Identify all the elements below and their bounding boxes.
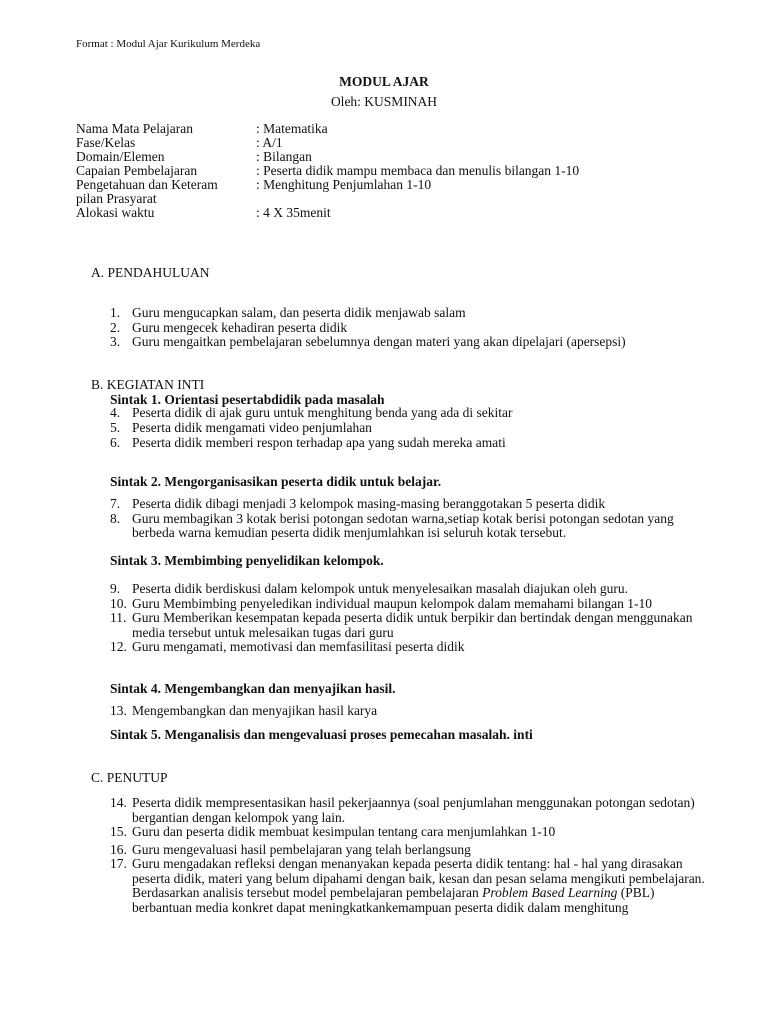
list-item bbox=[110, 436, 710, 451]
meta-row bbox=[76, 178, 579, 192]
item-number: 13. bbox=[110, 703, 127, 718]
item-text: Peserta didik memberi respon terhadap apa yang sudah mereka amati bbox=[132, 435, 506, 450]
sintak-heading: Sintak 4. Mengembangkan dan menyajikan hasil. bbox=[110, 681, 396, 696]
item-text: Guru mengucapkan salam, dan peserta didik menjawab salam bbox=[132, 305, 466, 320]
pendahuluan-list bbox=[110, 306, 710, 350]
item-number: 15. bbox=[110, 824, 127, 839]
sintak-heading: Sintak 3. Membimbing penyelidikan kelompok. bbox=[110, 553, 384, 568]
list-item bbox=[110, 825, 710, 840]
list-item bbox=[110, 406, 710, 421]
list-item bbox=[110, 611, 710, 640]
item-text: Peserta didik di ajak guru untuk menghitung benda yang ada di sekitar bbox=[132, 405, 513, 420]
item-number: 7. bbox=[110, 496, 121, 511]
item-number: 6. bbox=[110, 435, 121, 450]
inti-list-4 bbox=[110, 704, 710, 719]
item-text: Peserta didik mempresentasikan hasil pekerjaannya (soal penjumlahan menggunakan potongan sedotan) bergantian dengan kelompok yang lain. bbox=[132, 795, 695, 825]
meta-key: Pengetahuan dan Keteram bbox=[76, 177, 218, 192]
section-heading-pendahuluan: A. PENDAHULUAN bbox=[91, 265, 210, 280]
penutup-list bbox=[110, 796, 710, 915]
sintak-heading: Sintak 2. Mengorganisasikan peserta didik untuk belajar. bbox=[110, 474, 442, 489]
item-number: 11. bbox=[110, 610, 127, 625]
document-author: Oleh: KUSMINAH bbox=[330, 94, 438, 109]
item-text: Peserta didik mengamati video penjumlahan bbox=[132, 419, 372, 435]
meta-value: : Bilangan bbox=[256, 149, 312, 164]
item-text: Guru mengaitkan pembelajaran sebelumnya dengan materi yang akan dipelajari (apersepsi) bbox=[132, 334, 626, 349]
item-number: 12. bbox=[110, 639, 127, 654]
item-number: 3. bbox=[110, 334, 121, 349]
list-item bbox=[110, 704, 710, 719]
meta-key: Domain/Elemen bbox=[76, 149, 165, 164]
item-text bbox=[132, 857, 710, 915]
item-text-part: (PBL) berbantuan media konkret dapat meningkatkankemampuan peserta didik dalam menghitung bbox=[132, 885, 655, 915]
item-number: 10. bbox=[110, 595, 127, 611]
list-item bbox=[110, 512, 710, 541]
meta-key: Fase/Kelas bbox=[76, 135, 136, 150]
meta-value: : Matematika bbox=[256, 121, 328, 136]
item-text-italic: Problem Based Learning bbox=[482, 885, 618, 900]
section-heading-kegiatan-inti: B. KEGIATAN INTI bbox=[91, 377, 205, 392]
list-item bbox=[110, 306, 710, 321]
meta-table bbox=[76, 122, 579, 220]
item-text: Peserta didik berdiskusi dalam kelompok untuk menyelesaikan masalah diajukan oleh guru. bbox=[132, 581, 629, 596]
list-item bbox=[110, 582, 710, 597]
list-item bbox=[110, 857, 710, 915]
list-item bbox=[110, 796, 710, 825]
meta-key: pilan Prasyarat bbox=[76, 191, 157, 206]
meta-row bbox=[76, 206, 579, 220]
item-text: Guru mengevaluasi hasil pembelajaran yang telah berlangsung bbox=[132, 841, 471, 857]
list-item bbox=[110, 497, 710, 512]
list-item bbox=[110, 321, 710, 336]
meta-key: Capaian Pembelajaran bbox=[76, 163, 198, 178]
item-text: Guru mengamati, memotivasi dan memfasilitasi peserta didik bbox=[132, 639, 465, 654]
item-text: Guru dan peserta didik membuat kesimpulan tentang cara menjumlahkan 1-10 bbox=[132, 824, 556, 839]
item-number: 9. bbox=[110, 581, 121, 596]
item-number: 1. bbox=[110, 305, 121, 320]
item-number: 17. bbox=[110, 856, 127, 871]
meta-key: Alokasi waktu bbox=[76, 205, 155, 220]
list-item bbox=[110, 421, 710, 436]
item-text: Guru Membimbing penyeledikan individual maupun kelompok dalam memahami bilangan 1-10 bbox=[132, 595, 653, 611]
item-number: 8. bbox=[110, 510, 121, 526]
sintak-heading: Sintak 5. Menganalisis dan mengevaluasi proses pemecahan masalah. inti bbox=[110, 727, 533, 742]
item-number: 4. bbox=[110, 405, 121, 420]
meta-row bbox=[76, 122, 579, 136]
document-title: MODUL AJAR bbox=[339, 74, 429, 89]
item-number: 5. bbox=[110, 419, 121, 435]
meta-row bbox=[76, 150, 579, 164]
list-item bbox=[110, 640, 710, 655]
item-number: 16. bbox=[110, 841, 127, 857]
item-text-part: Guru mengadakan refleksi dengan menanyakan kepada peserta didik tentang: hal - hal yang dirasakan peserta didik, materi yang belum dipahami dengan baik, kesan dan pesan selama mengikuti pembelajaran. Berdasarkan analisis tersebut model pembelajaran pembelajaran bbox=[132, 856, 705, 900]
meta-row bbox=[76, 136, 579, 150]
meta-value: : 4 X 35menit bbox=[256, 205, 331, 220]
section-heading-penutup: C. PENUTUP bbox=[91, 770, 168, 785]
list-item bbox=[110, 597, 710, 612]
item-text: Guru membagikan 3 kotak berisi potongan sedotan warna,setiap kotak berisi potongan sedotan yang berbeda warna kemudian peserta didik menjumlahkan isi seluruh kotak tersebut. bbox=[132, 510, 674, 540]
item-number: 2. bbox=[110, 319, 121, 335]
item-text: Guru Memberikan kesempatan kepada peserta didik untuk berpikir dan bertindak dengan menggunakan media tersebut untuk melesaikan tugas dari guru bbox=[132, 610, 693, 640]
meta-value: : A/1 bbox=[256, 135, 283, 150]
sintak-heading: Sintak 1. Orientasi pesertabdidik pada masalah bbox=[110, 392, 385, 407]
item-text: Guru mengecek kehadiran peserta didik bbox=[132, 319, 348, 335]
meta-row bbox=[76, 192, 579, 206]
meta-value: : Menghitung Penjumlahan 1-10 bbox=[256, 177, 432, 192]
list-item bbox=[110, 843, 710, 858]
meta-key: Nama Mata Pelajaran bbox=[76, 121, 193, 136]
meta-row bbox=[76, 164, 579, 178]
meta-value: : Peserta didik mampu membaca dan menulis bilangan 1-10 bbox=[256, 163, 580, 178]
list-item bbox=[110, 335, 710, 350]
item-text: Mengembangkan dan menyajikan hasil karya bbox=[132, 703, 378, 718]
item-text: Peserta didik dibagi menjadi 3 kelompok masing-masing beranggotakan 5 peserta didik bbox=[132, 496, 606, 511]
inti-list-3 bbox=[110, 582, 710, 655]
item-number: 14. bbox=[110, 795, 127, 810]
inti-list-1 bbox=[110, 406, 710, 451]
format-line: Format : Modul Ajar Kurikulum Merdeka bbox=[76, 38, 261, 50]
inti-list-2 bbox=[110, 497, 710, 541]
